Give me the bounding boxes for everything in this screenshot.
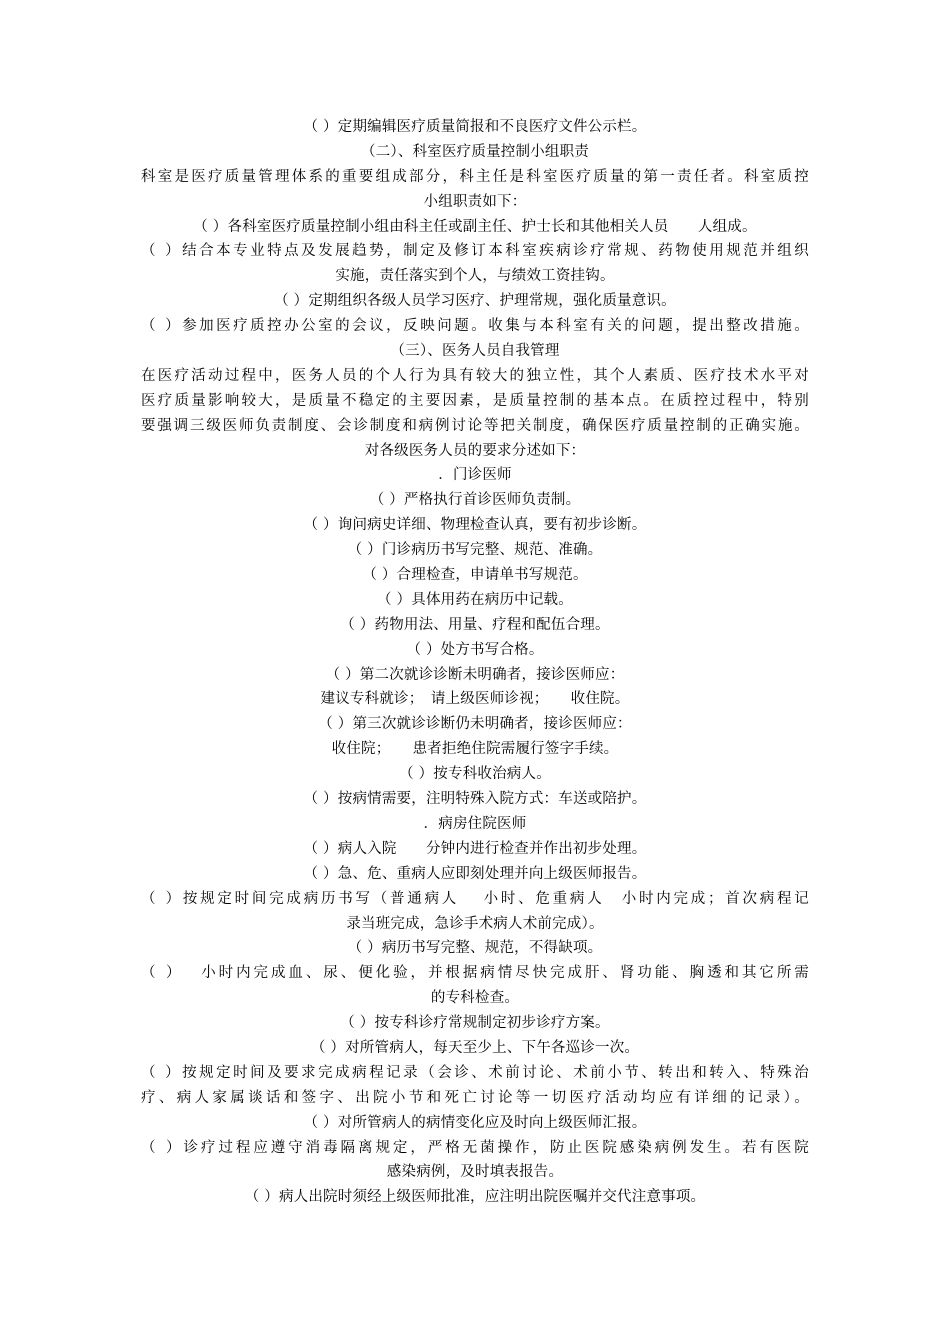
text-line: （ ）对所管病人的病情变化应及时向上级医师汇报。 xyxy=(303,1114,647,1131)
text-line: （ ）各科室医疗质量控制小组由科主任或副主任、护士长和其他相关人员 人组成。 xyxy=(193,218,757,235)
text-line: （ ）按规定时间及要求完成病程记录（会诊、术前讨论、术前小节、转出和转入、特殊治 xyxy=(141,1064,809,1081)
text-line: （ ）第二次就诊诊断未明确者，接诊医师应： xyxy=(325,666,625,683)
text-line: （ ）参加医疗质控办公室的会议，反映问题。收集与本科室有关的问题，提出整改措施。 xyxy=(141,318,809,335)
text-line: 要强调三级医师负责制度、会诊制度和病例讨论等把关制度，确保医疗质量控制的正确实施。 xyxy=(141,417,809,434)
subsection-heading: ．门诊医师 xyxy=(438,467,512,484)
text-line: （ ）处方书写合格。 xyxy=(406,641,544,658)
section-heading: （三）、医务人员自我管理 xyxy=(390,343,560,360)
text-line: （ ）具体用药在病历中记载。 xyxy=(377,591,573,608)
text-line: 对各级医务人员的要求分述如下： xyxy=(364,442,586,459)
text-line: （ ）诊疗过程应遵守消毒隔离规定，严格无菌操作，防止医院感染病例发生。若有医院 xyxy=(141,1139,809,1156)
text-line: （ ）病人入院 分钟内进行检查并作出初步处理。 xyxy=(303,840,647,857)
text-line: 录当班完成，急诊手术病人术前完成）。 xyxy=(346,915,604,932)
text-line: 疗、病人家属谈话和签字、出院小节和死亡讨论等一切医疗活动均应有详细的记录）。 xyxy=(141,1089,809,1106)
text-line: （ ）按专科收治病人。 xyxy=(399,766,551,783)
text-line: （ ）病历书写完整、规范，不得缺项。 xyxy=(347,940,603,957)
text-line: （ ）合理检查，申请单书写规范。 xyxy=(362,567,588,584)
text-line: （ ）急、危、重病人应即刻处理并向上级医师报告。 xyxy=(303,865,647,882)
text-line: （ ）按病情需要，注明特殊入院方式：车送或陪护。 xyxy=(303,791,647,808)
text-line: （ ）按规定时间完成病历书写（普通病人 小时、危重病人 小时内完成；首次病程记 xyxy=(141,890,809,907)
text-line: （ ）门诊病历书写完整、规范、准确。 xyxy=(347,542,603,559)
text-line: 感染病例，及时填表报告。 xyxy=(386,1164,564,1181)
text-line: 建议专科就诊； 请上级医师诊视； 收住院。 xyxy=(320,691,630,708)
document-body xyxy=(141,115,809,1210)
text-line: （ ）第三次就诊诊断仍未明确者，接诊医师应： xyxy=(318,716,632,733)
text-line: 科室是医疗质量管理体系的重要组成部分，科主任是科室医疗质量的第一责任者。科室质控 xyxy=(141,168,809,185)
text-line: （ ） 小时内完成血、尿、便化验，并根据病情尽快完成肝、肾功能、胸透和其它所需 xyxy=(141,965,809,982)
text-line: （ ）定期组织各级人员学习医疗、护理常规，强化质量意识。 xyxy=(274,293,676,310)
text-line: 收住院； 患者拒绝住院需履行签字手续。 xyxy=(331,741,619,758)
text-line: 的专科检查。 xyxy=(430,990,520,1007)
text-line: 医疗质量影响较大，是质量不稳定的主要因素，是质量控制的基本点。在质控过程中，特别 xyxy=(141,392,809,409)
text-line: 实施，责任落实到个人，与绩效工资挂钩。 xyxy=(335,268,615,285)
text-line: （ ）药物用法、用量、疗程和配伍合理。 xyxy=(340,616,610,633)
subsection-heading: ．病房住院医师 xyxy=(423,815,527,832)
text-line: （ ）病人出院时须经上级医师批准，应注明出院医嘱并交代注意事项。 xyxy=(244,1189,706,1206)
text-line: 在医疗活动过程中，医务人员的个人行为具有较大的独立性，其个人素质、医疗技术水平对 xyxy=(141,367,809,384)
text-line: 小组职责如下： xyxy=(423,193,527,210)
text-line: （ ）定期编辑医疗质量简报和不良医疗文件公示栏。 xyxy=(303,119,647,135)
text-line: （ ）严格执行首诊医师负责制。 xyxy=(369,492,581,509)
section-heading: （二）、科室医疗质量控制小组职责 xyxy=(361,143,589,160)
text-line: （ ）结合本专业特点及发展趋势，制定及修订本科室疾病诊疗常规、药物使用规范并组织 xyxy=(141,243,809,260)
text-line: （ ）询问病史详细、物理检查认真，要有初步诊断。 xyxy=(303,517,647,534)
text-line: （ ）按专科诊疗常规制定初步诊疗方案。 xyxy=(340,1015,610,1032)
text-line: （ ）对所管病人，每天至少上、下午各巡诊一次。 xyxy=(310,1039,640,1056)
